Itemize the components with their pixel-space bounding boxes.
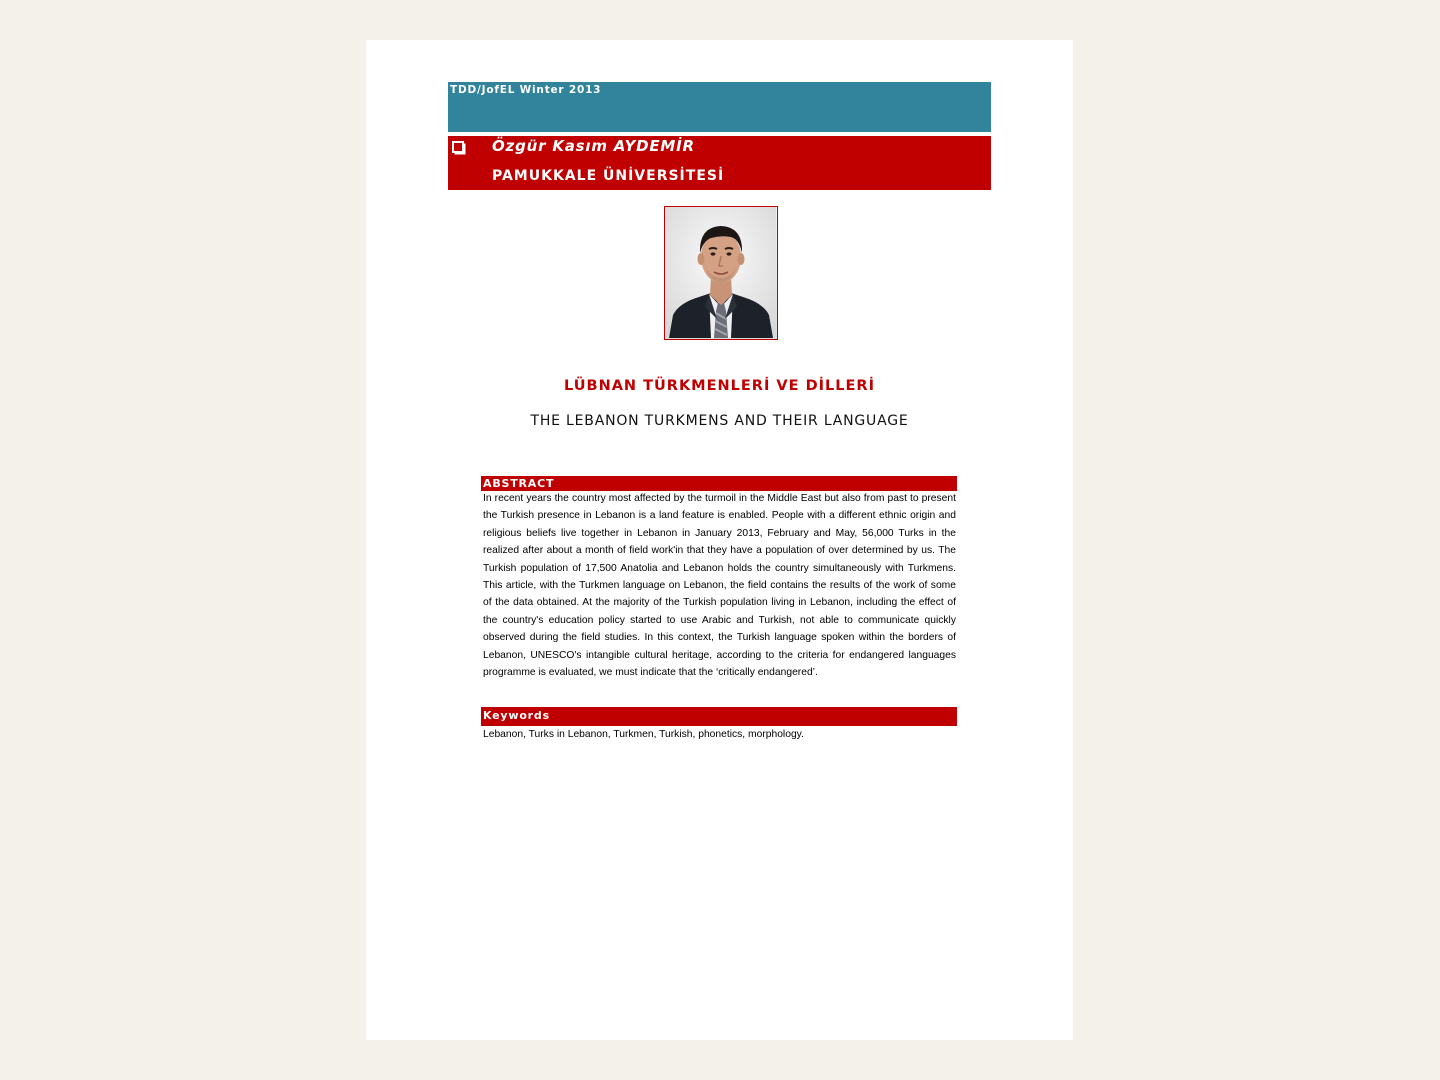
keywords-heading: Keywords	[481, 707, 957, 726]
abstract-text: In recent years the country most affected by the turmoil in the Middle East but also from past to present the Turkish presence in Lebanon is a land feature is enabled. People with a different ethnic origin and religious beliefs live together in Lebanon in January 2013, February and May, 56,000 Turks in the realized after about a month of field work'in that they have a population of over determined by us. The Turkish population of 17,500 Anatolia and Lebanon holds the country simultaneously with Turkmens. This article, with the Turkmen language on Lebanon, the field contains the results of the work of some of the data obtained. At the majority of the Turkish population living in Lebanon, including the effect of the country's education policy started to use Arabic and Turkish, not able to communicate quickly observed during the field studies. In this context, the Turkish language spoken within the borders of Lebanon, UNESCO's intangible cultural heritage, according to the criteria for endangered languages programme is evaluated, we must indicate that the ‘critically endangered’.	[483, 493, 956, 679]
author-university: PAMUKKALE ÜNİVERSİTESİ	[492, 168, 725, 184]
journal-label: TDD/JofEL Winter 2013	[450, 84, 602, 96]
author-photo	[664, 206, 778, 340]
journal-header-band	[448, 82, 991, 132]
author-name: Özgür Kasım AYDEMİR	[492, 137, 695, 155]
title-turkish: LÜBNAN TÜRKMENLERİ VE DİLLERİ	[564, 378, 875, 394]
paper-page	[366, 40, 1073, 1040]
checkbox-bullet-icon	[452, 141, 464, 153]
author-portrait-icon	[665, 207, 776, 338]
abstract-heading: ABSTRACT	[481, 476, 957, 491]
title-english: THE LEBANON TURKMENS AND THEIR LANGUAGE	[530, 413, 909, 429]
keywords-text: Lebanon, Turks in Lebanon, Turkmen, Turkish, phonetics, morphology.	[483, 729, 804, 740]
author-band	[448, 136, 991, 190]
